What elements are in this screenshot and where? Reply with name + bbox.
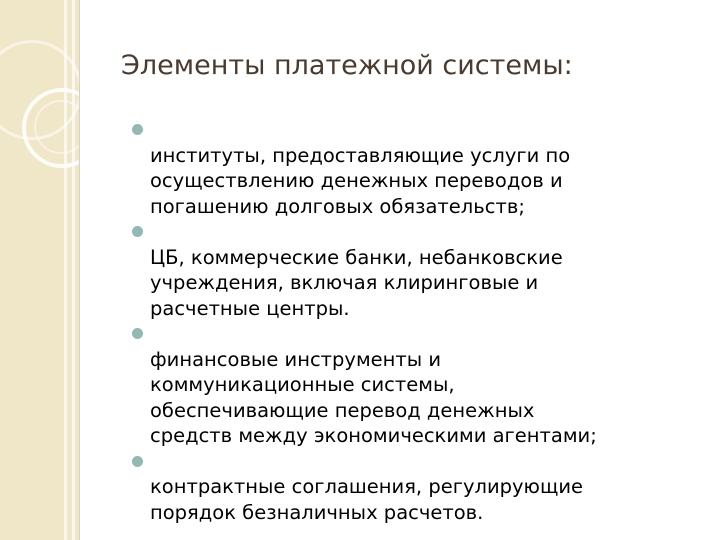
- bullet-list: [132, 117, 702, 525]
- bullet-text: институты, предоставляющие услуги по осуществлению денежных переводов и погашению долговых обязательств;: [150, 143, 571, 218]
- bullet-item: [132, 117, 702, 219]
- slide-title: Элементы платежной системы:: [121, 50, 573, 81]
- bullet-text: финансовые инструменты и коммуникационные системы, обеспечивающие перевод денежных средств между экономическими агентами;: [150, 347, 597, 447]
- bullet-icon: [132, 328, 143, 339]
- decorative-side-panel: [0, 0, 79, 540]
- bullet-item: [132, 449, 702, 526]
- panel-divider: [79, 0, 80, 540]
- bullet-item: [132, 219, 702, 321]
- bullet-text: ЦБ, коммерческие банки, небанковские учреждения, включая клиринговые и расчетные центры.: [150, 245, 563, 320]
- decorative-circle: [34, 100, 79, 154]
- bullet-icon: [132, 456, 143, 467]
- bullet-text: контрактные соглашения, регулирующие порядок безналичных расчетов.: [150, 475, 583, 524]
- bullet-item: [132, 321, 702, 449]
- bullet-icon: [132, 124, 143, 135]
- bullet-icon: [132, 226, 143, 237]
